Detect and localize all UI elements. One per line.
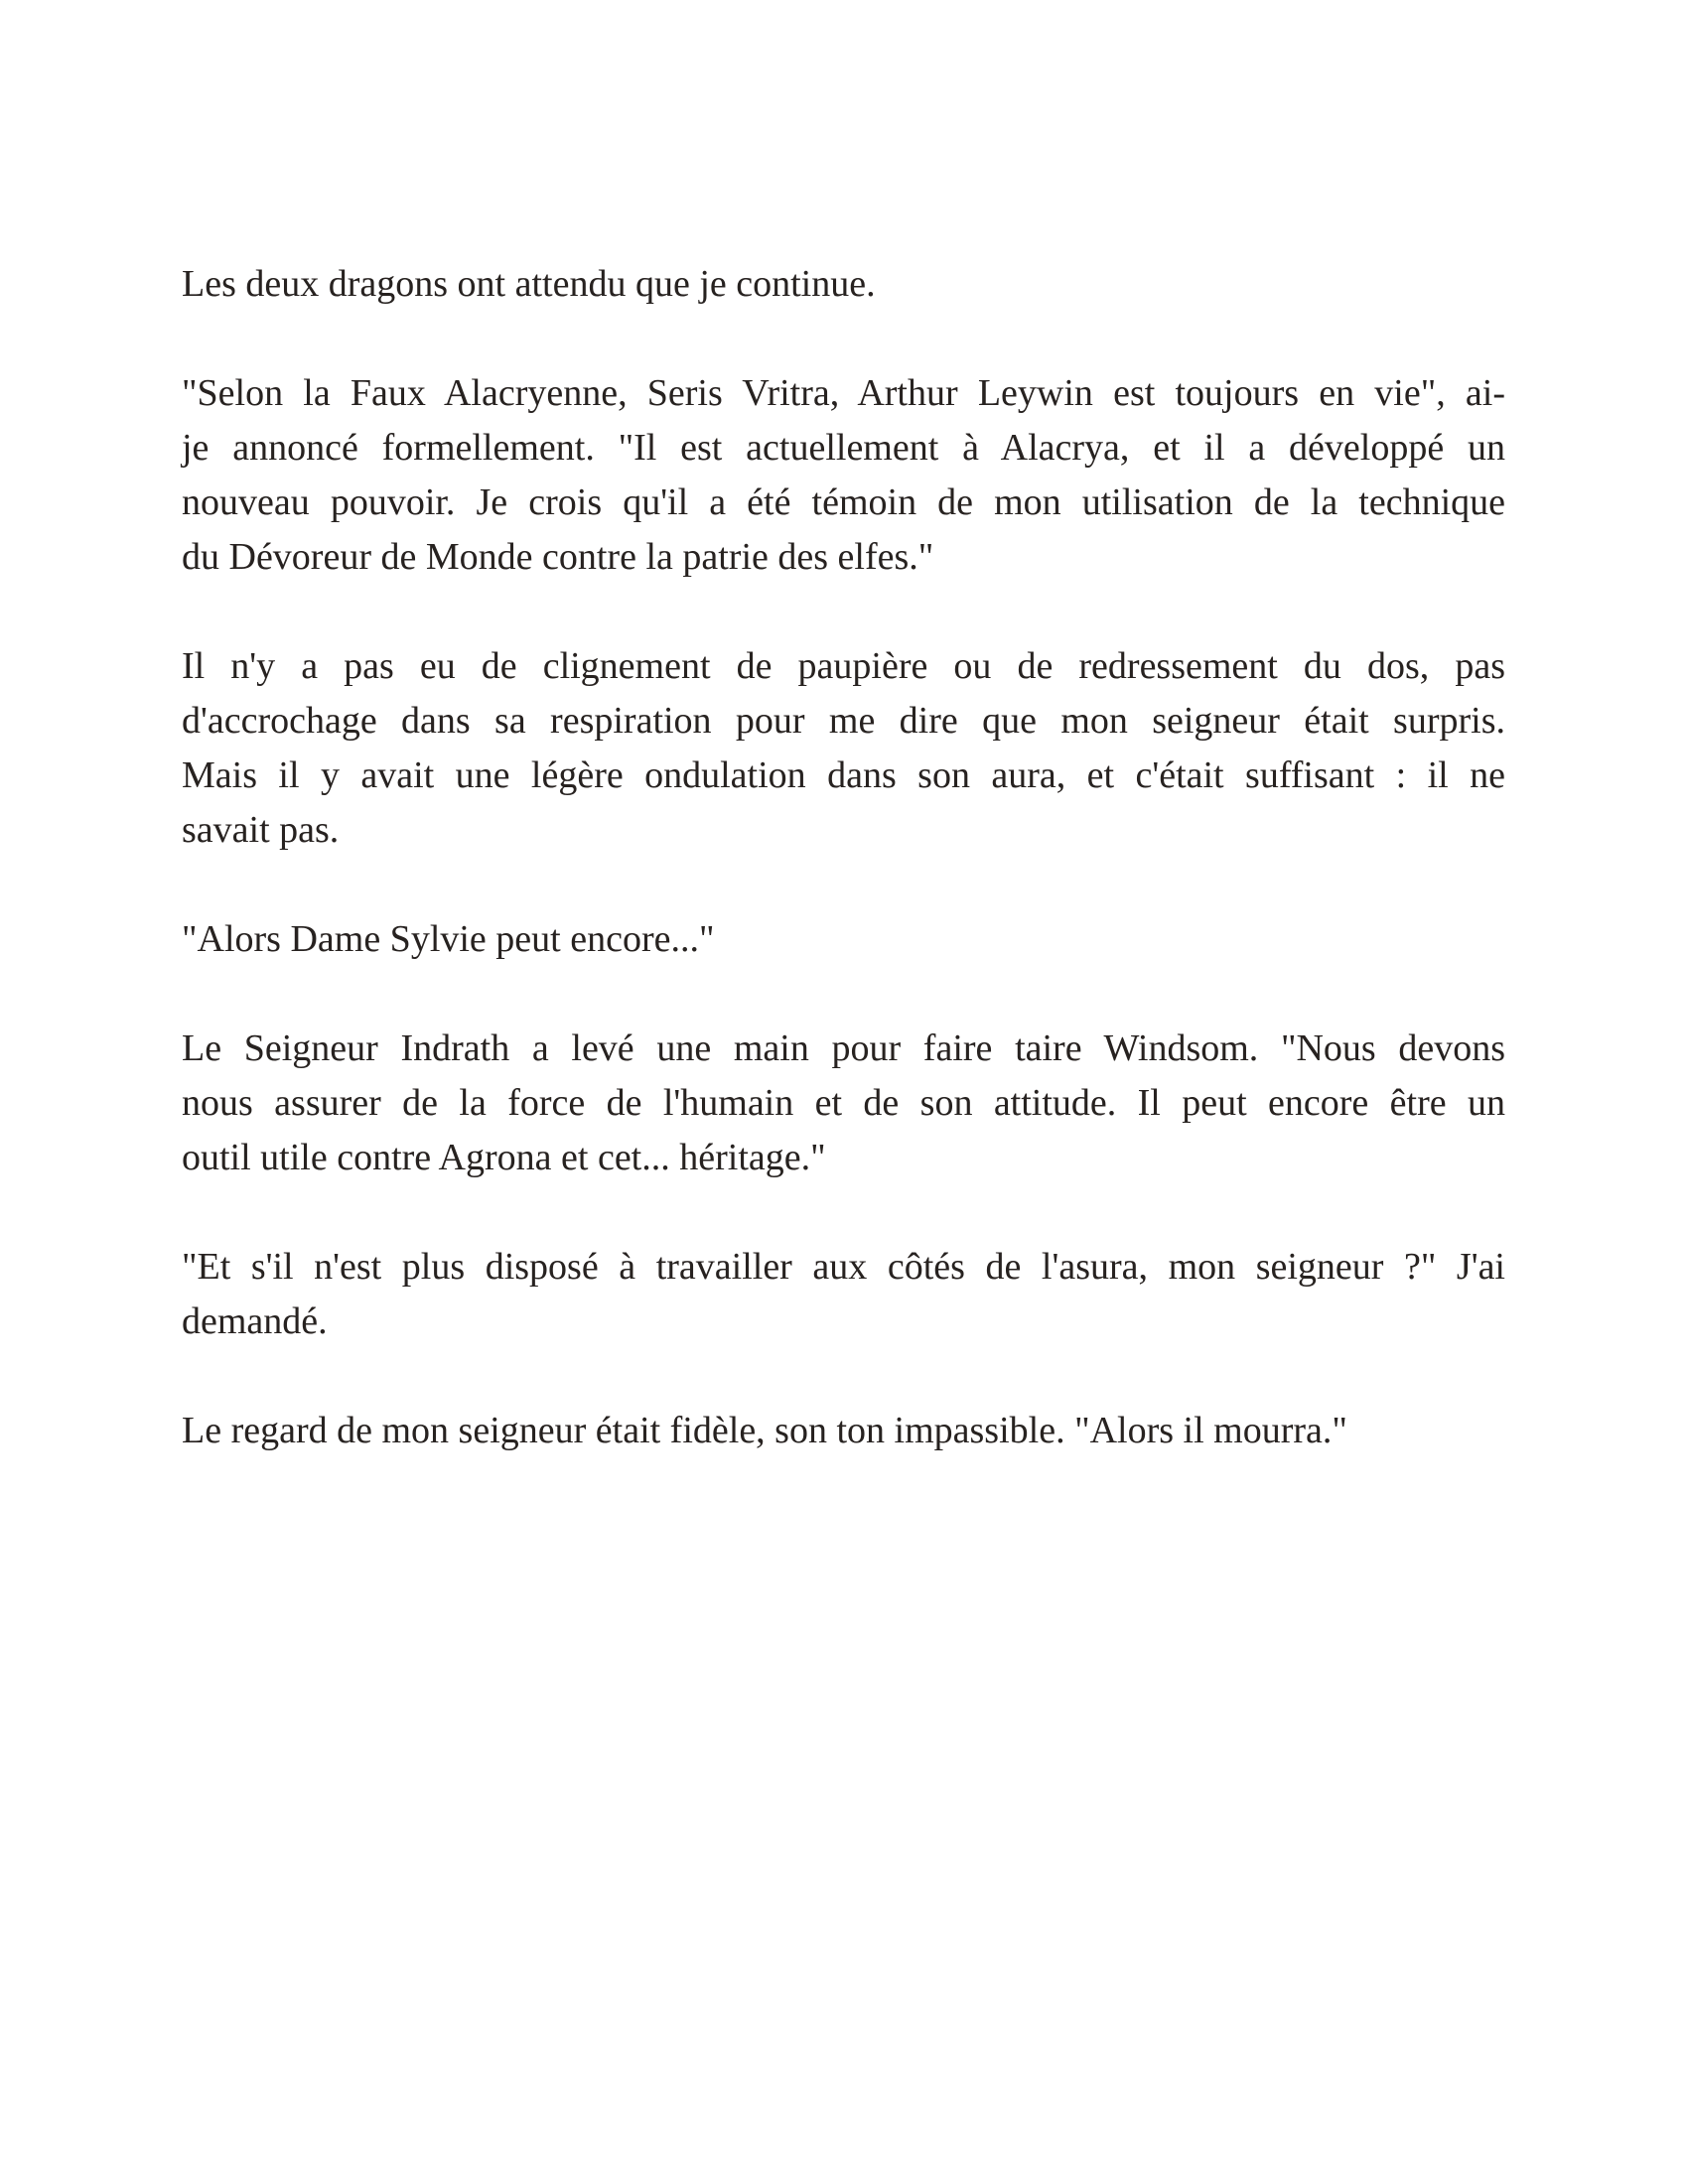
text-line: "Alors Dame Sylvie peut encore..." <box>182 918 715 960</box>
text-line: Le Seigneur Indrath a levé une main pour faire taire Windsom. "Nous devons <box>182 1027 1505 1069</box>
text-line: "Et s'il n'est plus disposé à travailler aux côtés de l'asura, mon seigneur ?" J'ai <box>182 1246 1505 1288</box>
text-line: Mais il y avait une légère ondulation dans son aura, et c'était suffisant : il ne <box>182 754 1505 796</box>
text-line: "Selon la Faux Alacryenne, Seris Vritra, Arthur Leywin est toujours en vie", ai- <box>182 372 1505 414</box>
paragraph <box>182 1404 1505 1458</box>
text-line: d'accrochage dans sa respiration pour me dire que mon seigneur était surpris. <box>182 700 1505 742</box>
text-line: Les deux dragons ont attendu que je continue. <box>182 263 876 305</box>
text-line: Il n'y a pas eu de clignement de paupière ou de redressement du dos, pas <box>182 645 1505 687</box>
text-line: demandé. <box>182 1300 328 1342</box>
text-line: je annoncé formellement. "Il est actuellement à Alacrya, et il a développé un <box>182 427 1505 469</box>
paragraph <box>182 912 1505 967</box>
paragraph <box>182 1240 1505 1349</box>
paragraph <box>182 1022 1505 1185</box>
paragraph <box>182 366 1505 585</box>
text-line: nous assurer de la force de l'humain et de son attitude. Il peut encore être un <box>182 1082 1505 1124</box>
text-block <box>182 257 1505 1513</box>
text-line: nouveau pouvoir. Je crois qu'il a été témoin de mon utilisation de la technique <box>182 481 1505 523</box>
text-line: savait pas. <box>182 809 340 851</box>
paragraph <box>182 257 1505 312</box>
text-line: Le regard de mon seigneur était fidèle, son ton impassible. "Alors il mourra." <box>182 1410 1347 1451</box>
paragraph <box>182 639 1505 858</box>
text-line: outil utile contre Agrona et cet... héritage." <box>182 1137 826 1178</box>
text-line: du Dévoreur de Monde contre la patrie des elfes." <box>182 536 934 578</box>
